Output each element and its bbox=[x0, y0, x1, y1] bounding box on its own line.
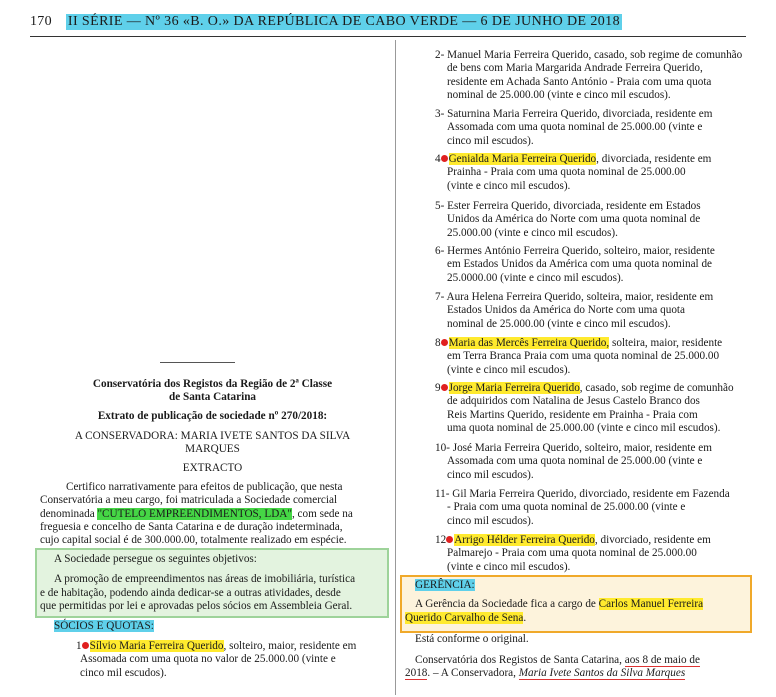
red-marker-icon bbox=[441, 384, 448, 391]
socio-12-line-2: Palmarejo - Praia com uma quota nominal de 25.000.00 bbox=[447, 547, 697, 560]
socio-1-line-3: cinco mil escudos). bbox=[80, 666, 167, 679]
conforme-text: Está conforme o original. bbox=[415, 633, 529, 645]
objectives-line-1: A promoção de empreendimentos nas áreas de imobiliária, turística bbox=[54, 573, 356, 586]
socio-7-line-1: 7- Aura Helena Ferreira Querido, solteira, maior, residente em bbox=[435, 291, 714, 303]
gerencia-section bbox=[405, 579, 745, 625]
signer-name: Maria Ivete Santos da Silva Marques bbox=[518, 667, 686, 680]
socio-9-name: Jorge Maria Ferreira Querido bbox=[448, 382, 580, 394]
objectives-line-3: que permitidas por lei e aprovadas pelos sócios em Assembleia Geral. bbox=[40, 599, 353, 612]
socio-8-name: Maria das Mercês Ferreira Querido, bbox=[448, 337, 610, 349]
publication-title: II SÉRIE — Nº 36 «B. O.» DA REPÚBLICA DE CABO VERDE — 6 DE JUNHO DE 2018 bbox=[67, 14, 620, 29]
socio-10-line-2: Assomada com uma quota nominal de 25.000.00 (vinte e bbox=[447, 455, 703, 468]
socio-12-name: Arrigo Hélder Ferreira Querido bbox=[454, 534, 595, 546]
cert-line-4: freguesia e concelho de Santa Catarina e de duração indeterminada, bbox=[40, 520, 343, 533]
closing-conservadora: . – A Conservadora, bbox=[427, 667, 519, 680]
gerente-name-part-2: Querido Carvalho de Sena bbox=[405, 611, 524, 624]
socio-5-line-3: 25.000.00 (vinte e cinco mil escudos). bbox=[447, 226, 618, 239]
socio-1-rest: , solteiro, maior, residente em bbox=[223, 640, 357, 652]
socio-6-line-2: em Estados Unidos da América com uma quota nominal de bbox=[447, 258, 713, 271]
socio-9-number: 9 bbox=[435, 382, 441, 394]
socio-1-name: Sílvio Maria Ferreira Querido bbox=[89, 640, 224, 652]
socio-5-line-1: 5- Ester Ferreira Querido, divorciada, residente em Estados bbox=[435, 200, 701, 212]
office-title-line-2: de Santa Catarina bbox=[168, 391, 257, 404]
closing-text: Conservatória dos Registos de Santa Catarina, bbox=[415, 654, 625, 666]
socio-10-line-3: cinco mil escudos). bbox=[447, 468, 534, 481]
socio-entry-7 bbox=[405, 291, 745, 331]
conforme-line bbox=[405, 633, 745, 646]
socio-3-line-3: cinco mil escudos). bbox=[447, 134, 534, 147]
socios-heading bbox=[54, 620, 399, 633]
column-divider bbox=[395, 40, 396, 695]
socio-8-number: 8 bbox=[435, 337, 441, 349]
objectives-section bbox=[40, 553, 385, 613]
closing-date: aos 8 de maio de bbox=[624, 654, 700, 666]
socio-8-line-1 bbox=[405, 337, 745, 350]
office-title bbox=[40, 378, 385, 405]
socio-9-rest: , casado, sob regime de comunhão bbox=[579, 382, 734, 394]
socio-1-number: 1 bbox=[76, 640, 82, 652]
socio-12-rest: , divorciado, residente em bbox=[594, 534, 711, 546]
socio-4-line-3: (vinte e cinco mil escudos). bbox=[447, 179, 571, 192]
company-name: "CUTELO EMPREENDIMENTOS, LDA" bbox=[97, 507, 292, 520]
socio-6-line-1: 6- Hermes António Ferreira Querido, solteiro, maior, residente bbox=[435, 245, 715, 257]
socio-4-rest: , divorciada, residente em bbox=[596, 153, 712, 165]
closing-year: 2018 bbox=[405, 667, 428, 680]
socio-entry-5 bbox=[405, 200, 745, 240]
socio-1-line-2: Assomada com uma quota no valor de 25.000.00 (vinte e bbox=[80, 653, 336, 666]
socios-heading-text: SÓCIOS E QUOTAS: bbox=[54, 620, 154, 632]
socio-2-line-3: residente em Achada Santo António - Praia com uma quota bbox=[447, 75, 712, 88]
conservadora-line-2: MARQUES bbox=[185, 443, 240, 456]
socio-4-name: Genialda Maria Ferreira Querido bbox=[448, 153, 597, 165]
socio-4-line-1 bbox=[405, 153, 745, 166]
gerencia-heading-text: GERÊNCIA: bbox=[415, 579, 475, 591]
socio-2-line-2: de bens com Maria Margarida Andrade Ferreira Querido, bbox=[447, 62, 703, 75]
socio-entry-1 bbox=[40, 640, 385, 680]
page-number: 170 bbox=[30, 14, 52, 29]
socio-5-line-2: Unidos da América do Norte com uma quota nominal de bbox=[447, 213, 701, 226]
red-marker-icon bbox=[82, 642, 89, 649]
socio-3-line-2: Assomada com uma quota nominal de 25.000.00 (vinte e bbox=[447, 121, 703, 134]
header-rule bbox=[30, 36, 746, 37]
socio-entry-3 bbox=[405, 108, 745, 148]
socio-entry-6 bbox=[405, 245, 745, 285]
socio-9-line-2: de adquiridos com Natalina de Jesus Castelo Branco dos bbox=[447, 395, 700, 408]
socio-entry-10 bbox=[405, 442, 745, 482]
socio-7-line-3: nominal de 25.000.00 (vinte e cinco mil escudos). bbox=[447, 317, 671, 330]
gerencia-heading bbox=[405, 579, 745, 592]
socio-8-line-2: em Terra Branca Praia com uma quota nominal de 25.000.00 bbox=[447, 350, 720, 363]
socio-9-line-3: Reis Martins Querido, residente em Prainha - Praia com bbox=[447, 408, 698, 421]
conservadora-line bbox=[40, 430, 385, 457]
objectives-intro: A Sociedade persegue os seguintes objetivos: bbox=[54, 553, 257, 565]
socio-4-number: 4 bbox=[435, 153, 441, 165]
socio-9-line-4: uma quota nominal de 25.000.00 (vinte e cinco mil escudos). bbox=[447, 421, 721, 434]
socio-11-line-2: - Praia com uma quota nominal de 25.000.00 (vinte e bbox=[447, 501, 686, 514]
socio-4-line-2: Prainha - Praia com uma quota nominal de 25.000.00 bbox=[447, 166, 686, 179]
extracto-heading: EXTRACTO bbox=[182, 462, 243, 474]
cert-line-3-end: , com sede na bbox=[291, 507, 353, 520]
socio-entry-4 bbox=[405, 153, 745, 193]
office-title-line-1: Conservatória dos Registos da Região de 2ª Classe bbox=[92, 378, 333, 390]
socio-2-line-4: nominal de 25.000.00 (vinte e cinco mil escudos). bbox=[447, 88, 671, 101]
closing-line-1 bbox=[405, 654, 745, 667]
cert-line-1: Certifico narrativamente para efeitos de publicação, que nesta bbox=[66, 481, 343, 493]
gerencia-period: . bbox=[523, 611, 527, 624]
socio-entry-2 bbox=[405, 49, 745, 102]
socio-12-line-1 bbox=[405, 534, 745, 547]
objectives-line-2: e de habitação, podendo ainda dedicar-se a outras atividades, desde bbox=[40, 586, 341, 599]
socio-11-line-3: cinco mil escudos). bbox=[447, 514, 534, 527]
cert-line-5: cujo capital social é de 300.000.00, totalmente realizado em espécie. bbox=[40, 534, 347, 547]
gerencia-line-2 bbox=[405, 612, 745, 625]
socio-8-line-3: (vinte e cinco mil escudos). bbox=[447, 363, 571, 376]
certificate-paragraph bbox=[40, 481, 385, 547]
cert-line-3-start: denominada bbox=[40, 507, 98, 520]
red-marker-icon bbox=[441, 155, 448, 162]
socio-10-line-1: 10- José Maria Ferreira Querido, solteiro, maior, residente em bbox=[435, 442, 712, 454]
socio-entry-8 bbox=[405, 337, 745, 377]
socio-entry-9 bbox=[405, 382, 745, 435]
red-marker-icon bbox=[441, 339, 448, 346]
socio-entry-11 bbox=[405, 488, 745, 528]
cert-line-2: Conservatória a meu cargo, foi matriculada a Sociedade comercial bbox=[40, 494, 338, 507]
socio-12-line-3: (vinte e cinco mil escudos). bbox=[447, 560, 571, 573]
gerencia-line-1 bbox=[405, 598, 745, 611]
closing-line-2 bbox=[405, 667, 745, 680]
gerente-name-part-1: Carlos Manuel Ferreira bbox=[598, 598, 704, 611]
cert-line-3 bbox=[40, 508, 385, 521]
closing-paragraph bbox=[405, 654, 745, 681]
socio-8-rest: solteira, maior, residente bbox=[609, 337, 723, 349]
conservadora-line-1: A CONSERVADORA: MARIA IVETE SANTOS DA SILVA bbox=[74, 430, 351, 442]
section-separator bbox=[160, 362, 235, 363]
socio-11-line-1: 11- Gil Maria Ferreira Querido, divorciado, residente em Fazenda bbox=[435, 488, 730, 500]
socio-9-line-1 bbox=[405, 382, 745, 395]
socio-6-line-3: 25.0000.00 (vinte e cinco mil escudos). bbox=[447, 271, 624, 284]
red-marker-icon bbox=[446, 536, 453, 543]
socio-1-line-1 bbox=[40, 640, 385, 653]
socio-entry-12 bbox=[405, 534, 745, 574]
gerencia-text: A Gerência da Sociedade fica a cargo de bbox=[415, 598, 599, 611]
socio-3-line-1: 3- Saturnina Maria Ferreira Querido, divorciada, residente em bbox=[435, 108, 713, 120]
page-header bbox=[30, 13, 746, 31]
socio-7-line-2: Estados Unidos da América do Norte com uma quota bbox=[447, 304, 685, 317]
socio-2-line-1: 2- Manuel Maria Ferreira Querido, casado, sob regime de comunhão bbox=[435, 49, 743, 61]
socio-12-number: 12 bbox=[435, 534, 447, 546]
extract-heading: Extrato de publicação de sociedade nº 270/2018: bbox=[97, 410, 328, 422]
